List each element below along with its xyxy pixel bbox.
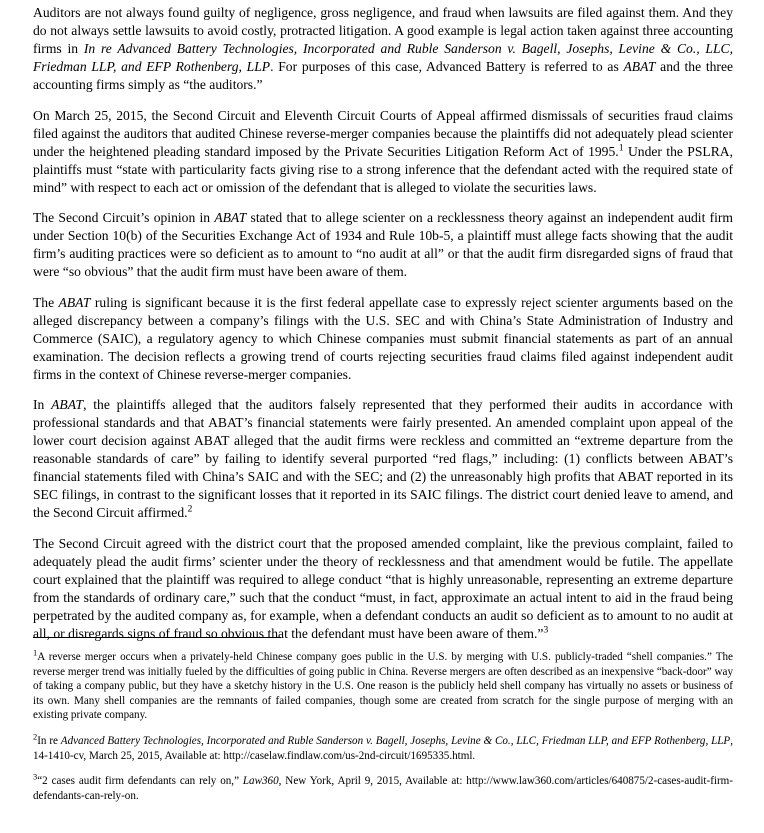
text-run: . For purposes of this case, Advanced Battery is referred to as: [270, 59, 624, 74]
text-run: In re: [37, 734, 61, 747]
text-run: , New York, April 9, 2015, Available at: http://www.law360.com/articles/640875/2-cases-audit-firm-defendants-can-rely-on.: [33, 775, 733, 802]
paragraph-2: [33, 107, 733, 197]
text-run: , the plaintiffs alleged that the auditors falsely represented that they performed their audits in accordance with professional standards and that ABAT’s financial statements were fairly presented. An amended complaint upon appeal of the lower court decision against ABAT alleged that the audit firms were reckless and committed an “extreme departure from the reasonable standards of care” by failing to identify several purported “red flags,” including: (1) conflicts between ABAT’s financial statements filed with China’s SAIC and with the SEC; and (2) the unreasonably high profits that ABAT reported in its SEC filings, in contrast to the significant losses that it reported in its SAIC filings. The district court denied leave to amend, and the Second Circuit affirmed.: [33, 397, 733, 520]
text-run: A reverse merger occurs when a privately-held Chinese company goes public in the U.S. by merging with U.S. publicly-traded “shell companies.” The reverse merger trend was initially fueled by the difficulties of going public in China. Reverse mergers are often described as an inexpensive “back-door” way of taking a company public, but they have a sketchy history in the U.S. One reason is the publicly held shell company has virtually no assets or business of its own. Many shell companies are the remnants of failed companies, though some are created from scratch for the single purpose of merging with an existing private company.: [33, 651, 733, 722]
text-run: The: [33, 294, 59, 310]
footnote-marker: 1: [618, 141, 624, 153]
footnote-3: [33, 771, 733, 803]
paragraph-1: [33, 4, 733, 94]
text-run: The Second Circuit’s opinion in: [33, 210, 215, 225]
footnote-marker: 3: [543, 623, 549, 635]
paragraph-5: [33, 396, 733, 522]
footnote-number: 1: [33, 647, 38, 658]
footnotes-block: [33, 647, 733, 803]
footnote-number: 3: [33, 771, 38, 782]
paragraph-6: [33, 535, 733, 643]
footnote-separator-rule: [33, 637, 281, 638]
text-run: “2 cases audit firm defendants can rely on,”: [37, 775, 243, 788]
italic-run: Law360: [242, 775, 279, 788]
italic-run: ABAT: [51, 397, 84, 412]
text-run: , 14-1410-cv, March 25, 2015, Available at: http://caselaw.findlaw.com/us-2nd-circuit/1695335.html.: [33, 734, 733, 762]
paragraph-4: [33, 294, 733, 384]
text-run: The Second Circuit agreed with the district court that the proposed amended complaint, like the previous complaint, failed to adequately plead the audit firms’ scienter under the theory of recklessness and that amendment would be futile. The appellate court explained that the plaintiff was required to allege conduct “that is highly unreasonable, representing an extreme departure from the standards of ordinary care,” such that the conduct “must, in fact, approximate an actual intent to aid in the fraud being perpetrated by the audited company as, for example, when a defendant conducts an audit so deficient as to amount to no audit at all, or disregards signs of fraud so obvious that the defendant must have been aware of them.”: [33, 535, 733, 641]
text-run: ruling is significant because it is the first federal appellate case to expressly reject scienter arguments based on the alleged discrepancy between a company’s filings with the U.S. SEC and with China’s State Administration of Industry and Commerce (SAIC), a regulatory agency to which Chinese companies must submit financial statements as part of an annual examination. The decision reflects a growing trend of courts rejecting securities fraud claims filed against independent audit firms in the context of Chinese reverse-merger companies.: [33, 294, 733, 382]
body-text-block: [33, 4, 733, 643]
footnote-marker: 2: [187, 503, 193, 515]
italic-run: ABAT: [623, 59, 656, 74]
italic-run: Advanced Battery Technologies, Incorporated and Ruble Sanderson v. Bagell, Josephs, Levine & Co., LLC, Friedman LLP, and EFP Rothenberg, LLP: [60, 734, 731, 747]
footnote-number: 2: [33, 731, 38, 742]
text-run: On March 25, 2015, the Second Circuit and Eleventh Circuit Courts of Appeal affirmed dismissals of securities fraud claims filed against the auditors that audited Chinese reverse-merger companies because the plaintiffs did not adequately plead scienter under the heightened pleading standard imposed by the Private Securities Litigation Reform Act of 1995.: [33, 107, 733, 159]
italic-run: ABAT: [214, 210, 247, 225]
text-run: In: [33, 397, 52, 412]
text-run: Under the PSLRA, plaintiffs must “state with particularity facts giving rise to a strong inference that the defendant acted with the required state of mind” with respect to each act or omission of the defendant that is alleged to violate the securities laws.: [33, 143, 734, 195]
text-run: and the three accounting firms simply as “the auditors.”: [33, 59, 734, 92]
footnote-1: [33, 647, 733, 723]
italic-run: ABAT: [58, 294, 91, 310]
footnote-2: [33, 731, 733, 763]
text-run: stated that to allege scienter on a recklessness theory against an independent audit firm under Section 10(b) of the Securities Exchange Act of 1934 and Rule 10b-5, a plaintiff must allege facts showing that the audit firm’s auditing practices were so deficient as to amount to “no audit at all” or that the audit firm disregarded signs of fraud that were “so obvious” that the audit firm must have been aware of them.: [33, 210, 733, 279]
text-run: Auditors are not always found guilty of negligence, gross negligence, and fraud when lawsuits are filed against them. And they do not always settle lawsuits to avoid costly, protracted litigation. A good example is legal action taken against three accounting firms in: [33, 5, 733, 56]
italic-run: In re Advanced Battery Technologies, Incorporated and Ruble Sanderson v. Bagell, Josephs, Levine & Co., LLC, Friedman LLP, and EFP Rothenberg, LLP: [33, 41, 733, 74]
paragraph-3: [33, 209, 733, 281]
